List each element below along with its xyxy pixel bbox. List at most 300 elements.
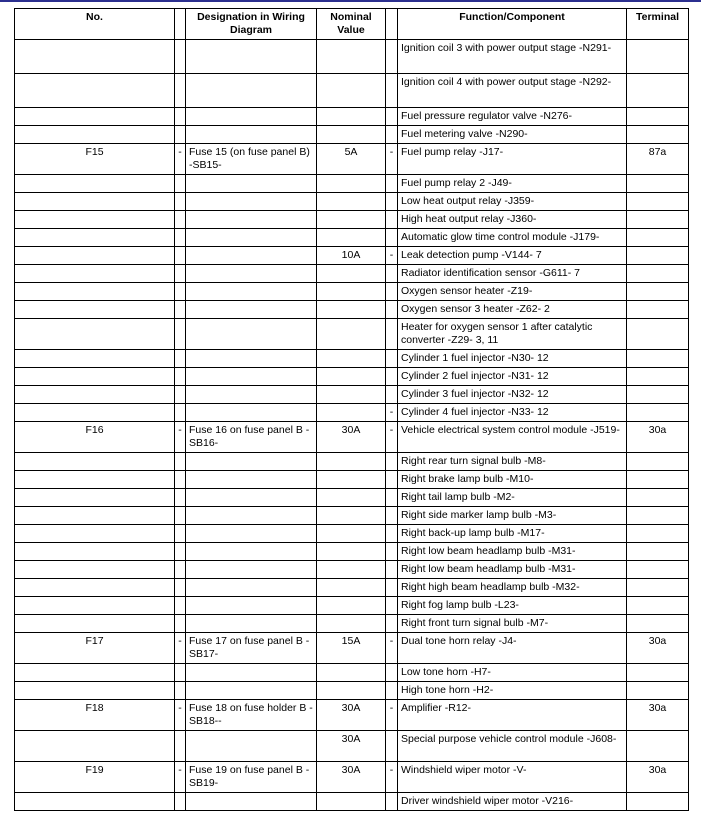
cell-terminal — [627, 682, 689, 700]
cell-function: Low tone horn -H7- — [398, 664, 627, 682]
cell-nominal: 30A — [317, 700, 386, 731]
cell-no — [15, 247, 175, 265]
cell-dash-2: - — [386, 422, 398, 453]
cell-nominal — [317, 404, 386, 422]
table-row — [15, 793, 689, 811]
cell-terminal — [627, 664, 689, 682]
cell-nominal — [317, 579, 386, 597]
cell-nominal — [317, 525, 386, 543]
cell-designation — [186, 543, 317, 561]
cell-designation — [186, 664, 317, 682]
cell-designation — [186, 211, 317, 229]
cell-dash-1 — [175, 211, 186, 229]
table-row — [15, 350, 689, 368]
cell-nominal — [317, 682, 386, 700]
cell-no: F18 — [15, 700, 175, 731]
cell-no — [15, 283, 175, 301]
cell-designation — [186, 108, 317, 126]
table-row — [15, 108, 689, 126]
cell-dash-1 — [175, 471, 186, 489]
cell-dash-2 — [386, 319, 398, 350]
cell-no — [15, 525, 175, 543]
cell-function: Right tail lamp bulb -M2- — [398, 489, 627, 507]
cell-function: Windshield wiper motor -V- — [398, 762, 627, 793]
cell-dash-2 — [386, 301, 398, 319]
cell-function: Fuel pressure regulator valve -N276- — [398, 108, 627, 126]
cell-nominal — [317, 368, 386, 386]
cell-dash-1 — [175, 283, 186, 301]
cell-nominal — [317, 126, 386, 144]
cell-dash-1 — [175, 319, 186, 350]
cell-nominal — [317, 108, 386, 126]
cell-terminal — [627, 350, 689, 368]
cell-function: Fuel pump relay 2 -J49- — [398, 175, 627, 193]
cell-nominal — [317, 489, 386, 507]
table-row — [15, 175, 689, 193]
cell-dash-2 — [386, 615, 398, 633]
cell-no — [15, 175, 175, 193]
cell-terminal — [627, 368, 689, 386]
table-row — [15, 633, 689, 664]
cell-dash-2 — [386, 543, 398, 561]
cell-no — [15, 319, 175, 350]
table-row — [15, 301, 689, 319]
cell-terminal — [627, 579, 689, 597]
cell-nominal — [317, 386, 386, 404]
cell-nominal — [317, 283, 386, 301]
table-row — [15, 74, 689, 108]
cell-nominal: 30A — [317, 762, 386, 793]
cell-dash-2 — [386, 561, 398, 579]
cell-function: Cylinder 2 fuel injector -N31- 12 — [398, 368, 627, 386]
fuse-table-document — [14, 8, 701, 811]
cell-designation — [186, 175, 317, 193]
table-header-row — [15, 9, 689, 40]
cell-designation: Fuse 19 on fuse panel B -SB19- — [186, 762, 317, 793]
cell-dash-2 — [386, 731, 398, 762]
cell-no: F15 — [15, 144, 175, 175]
cell-terminal — [627, 193, 689, 211]
cell-designation — [186, 489, 317, 507]
cell-designation: Fuse 18 on fuse holder B -SB18-- — [186, 700, 317, 731]
cell-designation — [186, 507, 317, 525]
cell-designation — [186, 615, 317, 633]
cell-nominal — [317, 543, 386, 561]
cell-no: F19 — [15, 762, 175, 793]
cell-dash-1 — [175, 543, 186, 561]
cell-function: Automatic glow time control module -J179- — [398, 229, 627, 247]
cell-function: Radiator identification sensor -G611- 7 — [398, 265, 627, 283]
cell-dash-2 — [386, 507, 398, 525]
table-row — [15, 525, 689, 543]
cell-no — [15, 229, 175, 247]
cell-dash-2 — [386, 386, 398, 404]
cell-no — [15, 386, 175, 404]
cell-nominal — [317, 211, 386, 229]
cell-nominal — [317, 453, 386, 471]
cell-designation — [186, 126, 317, 144]
cell-terminal — [627, 471, 689, 489]
cell-terminal — [627, 453, 689, 471]
cell-nominal — [317, 319, 386, 350]
cell-no — [15, 471, 175, 489]
cell-terminal — [627, 229, 689, 247]
cell-terminal — [627, 561, 689, 579]
cell-dash-2 — [386, 682, 398, 700]
cell-dash-2: - — [386, 247, 398, 265]
cell-no — [15, 543, 175, 561]
cell-dash-2: - — [386, 762, 398, 793]
cell-designation — [186, 579, 317, 597]
cell-dash-2 — [386, 525, 398, 543]
cell-function: Right low beam headlamp bulb -M31- — [398, 543, 627, 561]
cell-nominal — [317, 40, 386, 74]
cell-function: Fuel metering valve -N290- — [398, 126, 627, 144]
table-row — [15, 682, 689, 700]
table-row — [15, 453, 689, 471]
cell-terminal — [627, 283, 689, 301]
cell-no — [15, 211, 175, 229]
cell-function: Cylinder 4 fuel injector -N33- 12 — [398, 404, 627, 422]
cell-function: Heater for oxygen sensor 1 after catalytic converter -Z29- 3, 11 — [398, 319, 627, 350]
cell-terminal — [627, 175, 689, 193]
cell-designation — [186, 682, 317, 700]
cell-no — [15, 193, 175, 211]
cell-function: Right rear turn signal bulb -M8- — [398, 453, 627, 471]
cell-no — [15, 597, 175, 615]
cell-nominal — [317, 507, 386, 525]
cell-dash-1 — [175, 664, 186, 682]
cell-nominal — [317, 229, 386, 247]
cell-designation — [186, 350, 317, 368]
cell-dash-1 — [175, 615, 186, 633]
header-function: Function/Component — [398, 9, 627, 40]
cell-no — [15, 350, 175, 368]
cell-designation — [186, 561, 317, 579]
cell-nominal — [317, 664, 386, 682]
cell-dash-2: - — [386, 144, 398, 175]
cell-dash-2 — [386, 597, 398, 615]
cell-function: High tone horn -H2- — [398, 682, 627, 700]
cell-dash-2 — [386, 453, 398, 471]
cell-designation — [186, 597, 317, 615]
header-spacer-2 — [386, 9, 398, 40]
cell-nominal — [317, 615, 386, 633]
cell-no: F16 — [15, 422, 175, 453]
cell-no — [15, 682, 175, 700]
cell-designation — [186, 525, 317, 543]
cell-terminal — [627, 74, 689, 108]
cell-dash-1 — [175, 175, 186, 193]
cell-dash-2 — [386, 793, 398, 811]
cell-terminal: 30a — [627, 633, 689, 664]
cell-function: Fuel pump relay -J17- — [398, 144, 627, 175]
cell-terminal — [627, 265, 689, 283]
table-row — [15, 561, 689, 579]
table-row — [15, 471, 689, 489]
cell-nominal — [317, 301, 386, 319]
fuse-table — [14, 8, 689, 811]
cell-no — [15, 265, 175, 283]
table-row — [15, 386, 689, 404]
table-row — [15, 368, 689, 386]
cell-dash-1 — [175, 404, 186, 422]
table-row — [15, 211, 689, 229]
cell-terminal — [627, 489, 689, 507]
cell-dash-1 — [175, 247, 186, 265]
cell-nominal: 10A — [317, 247, 386, 265]
cell-designation — [186, 229, 317, 247]
cell-nominal — [317, 265, 386, 283]
cell-nominal: 30A — [317, 731, 386, 762]
table-row — [15, 229, 689, 247]
header-no: No. — [15, 9, 175, 40]
cell-dash-1 — [175, 126, 186, 144]
cell-no — [15, 507, 175, 525]
cell-terminal — [627, 319, 689, 350]
cell-dash-2 — [386, 265, 398, 283]
table-row — [15, 144, 689, 175]
cell-function: Leak detection pump -V144- 7 — [398, 247, 627, 265]
table-row — [15, 700, 689, 731]
cell-designation — [186, 319, 317, 350]
cell-function: Right high beam headlamp bulb -M32- — [398, 579, 627, 597]
cell-designation — [186, 301, 317, 319]
cell-dash-2 — [386, 40, 398, 74]
table-row — [15, 543, 689, 561]
cell-dash-2 — [386, 368, 398, 386]
cell-dash-1 — [175, 108, 186, 126]
cell-terminal — [627, 793, 689, 811]
cell-dash-1 — [175, 40, 186, 74]
cell-dash-1 — [175, 731, 186, 762]
cell-dash-1 — [175, 682, 186, 700]
cell-no — [15, 793, 175, 811]
cell-function: Right fog lamp bulb -L23- — [398, 597, 627, 615]
cell-nominal — [317, 175, 386, 193]
cell-nominal — [317, 74, 386, 108]
cell-dash-1: - — [175, 700, 186, 731]
cell-terminal — [627, 525, 689, 543]
cell-dash-1 — [175, 525, 186, 543]
table-row — [15, 762, 689, 793]
cell-nominal — [317, 350, 386, 368]
cell-terminal: 30a — [627, 762, 689, 793]
cell-designation: Fuse 16 on fuse panel B -SB16- — [186, 422, 317, 453]
cell-function: Oxygen sensor heater -Z19- — [398, 283, 627, 301]
cell-nominal — [317, 793, 386, 811]
cell-designation — [186, 471, 317, 489]
cell-no — [15, 40, 175, 74]
cell-dash-1 — [175, 579, 186, 597]
cell-no — [15, 404, 175, 422]
cell-dash-1: - — [175, 144, 186, 175]
header-spacer-1 — [175, 9, 186, 40]
cell-dash-2 — [386, 126, 398, 144]
top-accent-bar — [0, 0, 701, 2]
cell-designation — [186, 453, 317, 471]
cell-function: Special purpose vehicle control module -J608- — [398, 731, 627, 762]
cell-terminal — [627, 40, 689, 74]
table-row — [15, 615, 689, 633]
cell-no — [15, 579, 175, 597]
cell-no — [15, 453, 175, 471]
cell-no — [15, 74, 175, 108]
cell-terminal — [627, 126, 689, 144]
cell-no — [15, 489, 175, 507]
cell-nominal — [317, 471, 386, 489]
cell-nominal — [317, 193, 386, 211]
cell-function: High heat output relay -J360- — [398, 211, 627, 229]
cell-dash-1 — [175, 561, 186, 579]
cell-dash-1 — [175, 350, 186, 368]
cell-function: Dual tone horn relay -J4- — [398, 633, 627, 664]
cell-no — [15, 561, 175, 579]
cell-nominal: 30A — [317, 422, 386, 453]
table-row — [15, 265, 689, 283]
cell-dash-2 — [386, 229, 398, 247]
cell-terminal: 30a — [627, 422, 689, 453]
cell-function: Right low beam headlamp bulb -M31- — [398, 561, 627, 579]
cell-function: Cylinder 1 fuel injector -N30- 12 — [398, 350, 627, 368]
cell-dash-2 — [386, 579, 398, 597]
cell-dash-2: - — [386, 633, 398, 664]
cell-dash-1 — [175, 793, 186, 811]
cell-designation — [186, 731, 317, 762]
cell-dash-1 — [175, 265, 186, 283]
cell-function: Cylinder 3 fuel injector -N32- 12 — [398, 386, 627, 404]
cell-designation — [186, 386, 317, 404]
cell-dash-1 — [175, 489, 186, 507]
cell-function: Ignition coil 4 with power output stage -N292- — [398, 74, 627, 108]
cell-terminal — [627, 615, 689, 633]
cell-terminal — [627, 731, 689, 762]
cell-dash-1: - — [175, 633, 186, 664]
cell-terminal — [627, 108, 689, 126]
cell-dash-1 — [175, 597, 186, 615]
cell-function: Right side marker lamp bulb -M3- — [398, 507, 627, 525]
header-nominal: Nominal Value — [317, 9, 386, 40]
table-row — [15, 283, 689, 301]
cell-terminal — [627, 301, 689, 319]
cell-dash-2 — [386, 175, 398, 193]
table-row — [15, 664, 689, 682]
cell-no — [15, 108, 175, 126]
cell-no — [15, 664, 175, 682]
cell-nominal: 15A — [317, 633, 386, 664]
cell-designation: Fuse 17 on fuse panel B -SB17- — [186, 633, 317, 664]
cell-no — [15, 731, 175, 762]
table-row — [15, 731, 689, 762]
header-designation: Designation in Wiring Diagram — [186, 9, 317, 40]
cell-dash-2 — [386, 211, 398, 229]
cell-terminal — [627, 247, 689, 265]
cell-designation — [186, 404, 317, 422]
cell-function: Right brake lamp bulb -M10- — [398, 471, 627, 489]
cell-no: F17 — [15, 633, 175, 664]
table-row — [15, 489, 689, 507]
cell-dash-2 — [386, 489, 398, 507]
table-row — [15, 597, 689, 615]
cell-dash-2 — [386, 193, 398, 211]
header-terminal: Terminal — [627, 9, 689, 40]
cell-designation — [186, 793, 317, 811]
cell-dash-1 — [175, 368, 186, 386]
cell-function: Right back-up lamp bulb -M17- — [398, 525, 627, 543]
cell-terminal — [627, 404, 689, 422]
cell-dash-2 — [386, 283, 398, 301]
cell-dash-1: - — [175, 762, 186, 793]
cell-dash-2 — [386, 664, 398, 682]
cell-dash-1 — [175, 193, 186, 211]
cell-designation — [186, 74, 317, 108]
cell-terminal — [627, 597, 689, 615]
cell-designation — [186, 265, 317, 283]
table-row — [15, 404, 689, 422]
cell-designation — [186, 283, 317, 301]
cell-dash-2 — [386, 350, 398, 368]
cell-function: Ignition coil 3 with power output stage -N291- — [398, 40, 627, 74]
table-row — [15, 319, 689, 350]
table-row — [15, 579, 689, 597]
cell-dash-1 — [175, 301, 186, 319]
cell-dash-1 — [175, 74, 186, 108]
cell-nominal: 5A — [317, 144, 386, 175]
cell-terminal — [627, 211, 689, 229]
cell-dash-1 — [175, 507, 186, 525]
table-row — [15, 40, 689, 74]
cell-dash-1 — [175, 386, 186, 404]
cell-no — [15, 368, 175, 386]
cell-function: Amplifier -R12- — [398, 700, 627, 731]
cell-nominal — [317, 597, 386, 615]
cell-designation — [186, 247, 317, 265]
cell-dash-2: - — [386, 700, 398, 731]
cell-terminal: 87a — [627, 144, 689, 175]
cell-function: Right front turn signal bulb -M7- — [398, 615, 627, 633]
cell-function: Driver windshield wiper motor -V216- — [398, 793, 627, 811]
cell-terminal: 30a — [627, 700, 689, 731]
cell-no — [15, 301, 175, 319]
cell-terminal — [627, 386, 689, 404]
cell-terminal — [627, 507, 689, 525]
cell-designation: Fuse 15 (on fuse panel B) -SB15- — [186, 144, 317, 175]
cell-no — [15, 615, 175, 633]
table-row — [15, 422, 689, 453]
cell-dash-1 — [175, 453, 186, 471]
cell-dash-1 — [175, 229, 186, 247]
table-row — [15, 126, 689, 144]
cell-no — [15, 126, 175, 144]
cell-designation — [186, 193, 317, 211]
cell-designation — [186, 368, 317, 386]
cell-function: Low heat output relay -J359- — [398, 193, 627, 211]
cell-terminal — [627, 543, 689, 561]
table-body — [15, 40, 689, 811]
cell-designation — [186, 40, 317, 74]
table-row — [15, 507, 689, 525]
cell-dash-2 — [386, 471, 398, 489]
table-row — [15, 193, 689, 211]
cell-dash-2 — [386, 108, 398, 126]
cell-nominal — [317, 561, 386, 579]
cell-function: Vehicle electrical system control module -J519- — [398, 422, 627, 453]
cell-function: Oxygen sensor 3 heater -Z62- 2 — [398, 301, 627, 319]
cell-dash-1: - — [175, 422, 186, 453]
cell-dash-2: - — [386, 404, 398, 422]
cell-dash-2 — [386, 74, 398, 108]
table-row — [15, 247, 689, 265]
